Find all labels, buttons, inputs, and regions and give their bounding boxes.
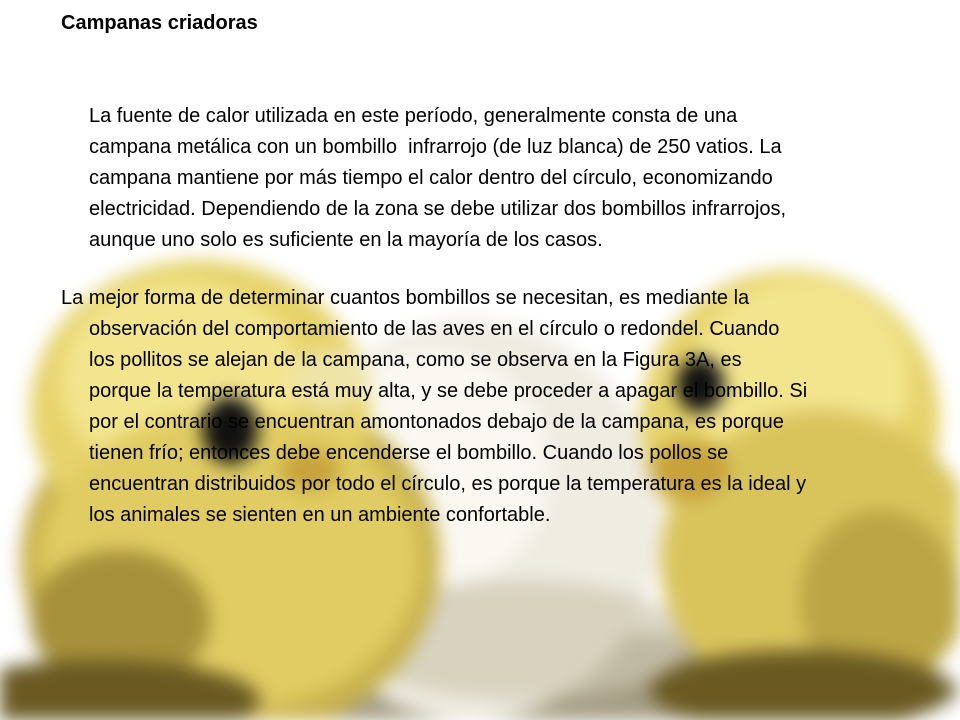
paragraph-line: La mejor forma de determinar cuantos bombillos se necesitan, es mediante la (61, 287, 750, 309)
paragraph-line: observación del comportamiento de las aves en el círculo o redondel. Cuando (89, 318, 780, 340)
paragraph-line: tienen frío; entonces debe encenderse el bombillo. Cuando los pollos se (89, 442, 729, 464)
paragraph-line: electricidad. Dependiendo de la zona se debe utilizar dos bombillos infrarrojos, (89, 198, 787, 220)
paragraph-line: encuentran distribuidos por todo el círculo, es porque la temperatura es la ideal y (89, 473, 807, 495)
paragraph-line: por el contrario se encuentran amontonados debajo de la campana, es porque (89, 411, 784, 433)
paragraph-line: campana metálica con un bombillo infrarrojo (de luz blanca) de 250 vatios. La (89, 136, 782, 158)
section-title: Campanas criadoras (61, 12, 258, 34)
paragraph-heat-source (89, 101, 949, 256)
paragraph-line: aunque uno solo es suficiente en la mayoría de los casos. (89, 229, 603, 251)
paragraph-bulb-count (61, 283, 951, 531)
paragraph-line: los animales se sienten en un ambiente confortable. (89, 504, 551, 526)
paragraph-line: campana mantiene por más tiempo el calor dentro del círculo, economizando (89, 167, 773, 189)
paragraph-line: La fuente de calor utilizada en este período, generalmente consta de una (89, 105, 738, 127)
paragraph-line: los pollitos se alejan de la campana, como se observa en la Figura 3A, es (89, 349, 742, 371)
paragraph-line: porque la temperatura está muy alta, y se debe proceder a apagar el bombillo. Si (89, 380, 808, 402)
